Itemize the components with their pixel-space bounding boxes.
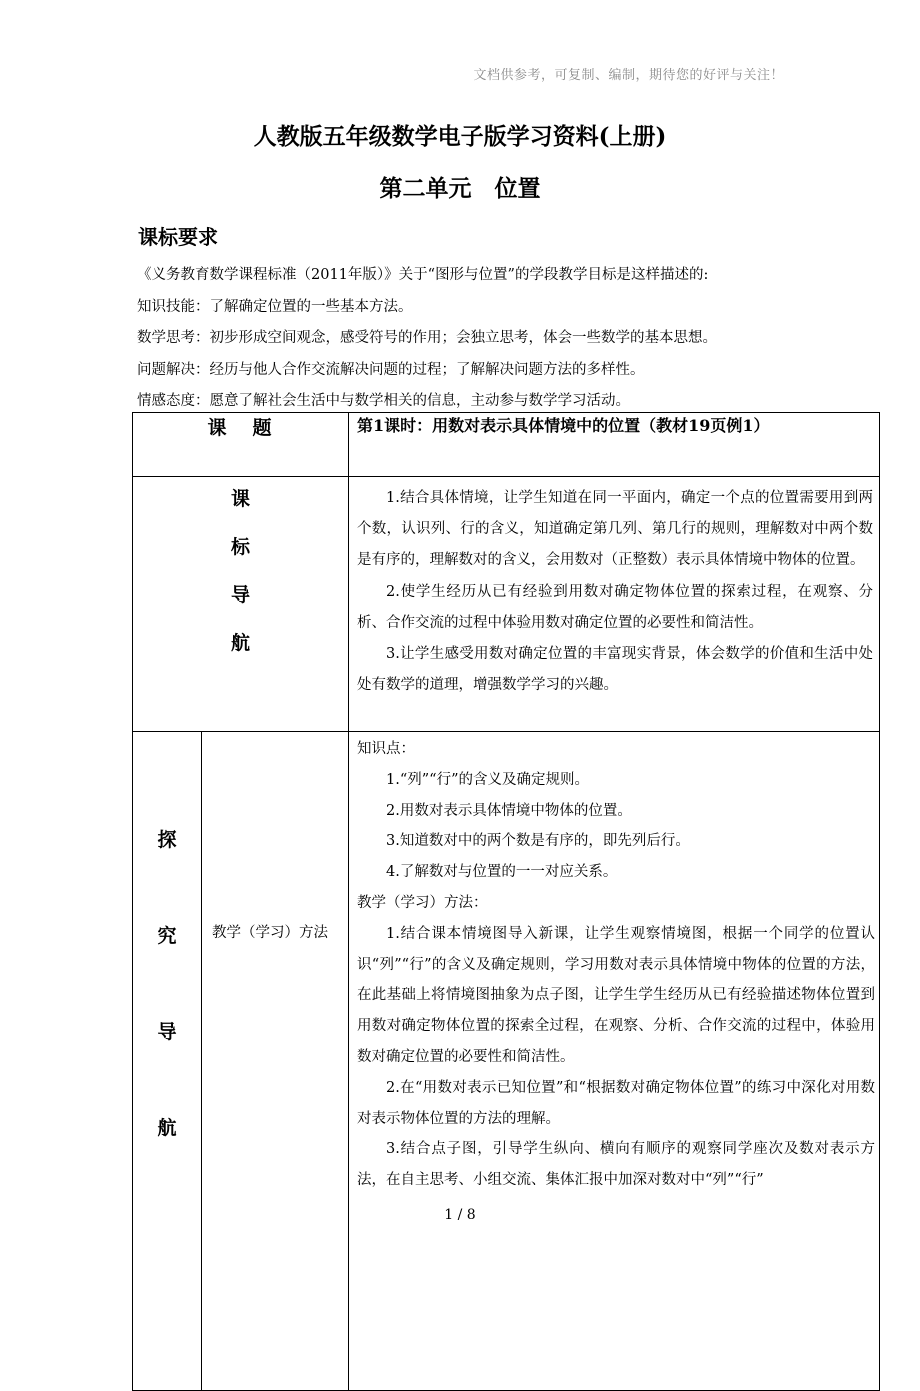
section-heading: 课标要求 (138, 225, 218, 249)
intro-block (137, 261, 797, 419)
label-char: 课 (207, 417, 229, 439)
row-lesson-title (133, 413, 880, 477)
goal-paragraph: 3.让学生感受用数对确定位置的丰富现实背景，体会数学的价值和生活中处处有数学的道理，增强数学学习的兴趣。 (357, 646, 873, 694)
curriculum-goals (349, 477, 880, 732)
page-number: 1 / 8 (444, 1207, 476, 1223)
label-char: 究 (157, 925, 177, 947)
row-inquiry-guide (133, 732, 880, 1391)
label-char: 航 (157, 1117, 177, 1139)
knowledge-item: 4.了解数对与位置的一一对应关系。 (386, 864, 618, 881)
method-paragraph: 2.在“用数对表示已知位置”和“根据数对确定物体位置”的练习中深化对用数对表示物体位置的方法的理解。 (357, 1079, 875, 1127)
method-label: 教学（学习）方法 (202, 732, 349, 1391)
method-paragraph: 3.结合点子图，引导学生纵向、横向有顺序的观察同学座次及数对表示方法，在自主思考、小组交流、集体汇报中加深对数对中“列”“行” (357, 1141, 875, 1189)
method-heading: 教学（学习）方法： (357, 894, 488, 911)
intro-line: 数学思考：初步形成空间观念，感受符号的作用；会独立思考，体会一些数学的基本思想。 (137, 330, 717, 346)
label-char: 标 (230, 536, 250, 558)
knowledge-heading: 知识点： (357, 741, 415, 757)
intro-line: 《义务教育数学课程标准（2011年版）》关于“图形与位置”的学段教学目标是这样描述的: (137, 267, 709, 283)
knowledge-item: 2.用数对表示具体情境中物体的位置。 (386, 802, 632, 819)
unit-title: 第二单元 位置 (379, 175, 541, 202)
label-char: 探 (157, 829, 177, 851)
lesson-title-cell: 第1课时：用数对表示具体情境中的位置（教材19页例1） (349, 413, 880, 477)
intro-line: 情感态度：愿意了解社会生活中与数学相关的信息，主动参与数学学习活动。 (137, 393, 630, 409)
label-keti (133, 413, 349, 477)
inquiry-content (349, 732, 880, 1391)
goal-paragraph: 1.结合具体情境，让学生知道在同一平面内，确定一个点的位置需要用到两个数，认识列、行的含义，知道确定第几列、第几行的规则，理解数对中两个数是有序的，理解数对的含义，会用数对（正整数）表示具体情境中物体的位置。 (357, 490, 873, 569)
intro-line: 知识技能：了解确定位置的一些基本方法。 (137, 298, 413, 315)
intro-line: 问题解决：经历与他人合作交流解决问题的过程；了解解决问题方法的多样性。 (137, 361, 645, 378)
knowledge-item: 1.“列”“行”的含义及确定规则。 (386, 771, 589, 788)
method-paragraph: 1.结合课本情境图导入新课，让学生观察情境图，根据一个同学的位置认识“列”“行”的含义及确定规则，学习用数对表示具体情境中物体的位置的方法，在此基础上将情境图抽象为点子图，让学生学生经历从已有经验描述物体位置到用数对确定物体位置的探索全过程，在观察、分析、合作交流的过程中，体验用数对确定位置的必要性和简洁性。 (357, 925, 875, 1065)
row-curriculum-guide (133, 477, 880, 732)
label-char: 导 (230, 584, 250, 606)
label-char: 航 (230, 632, 250, 654)
label-tanjiu-daohang (133, 732, 202, 1391)
label-char: 题 (252, 417, 274, 439)
knowledge-item: 3.知道数对中的两个数是有序的，即先列后行。 (386, 833, 690, 850)
label-char: 导 (157, 1021, 177, 1043)
label-kebiao-daohang (133, 477, 349, 732)
goal-paragraph: 2.使学生经历从已有经验到用数对确定物体位置的探索过程，在观察、分析、合作交流的过程中体验用数对确定位置的必要性和简洁性。 (357, 583, 873, 631)
page-title: 人教版五年级数学电子版学习资料(上册) (253, 123, 667, 150)
watermark: 文档供参考，可复制、编制，期待您的好评与关注！ (473, 68, 784, 83)
label-char: 课 (230, 488, 250, 510)
lesson-table (132, 412, 880, 1391)
